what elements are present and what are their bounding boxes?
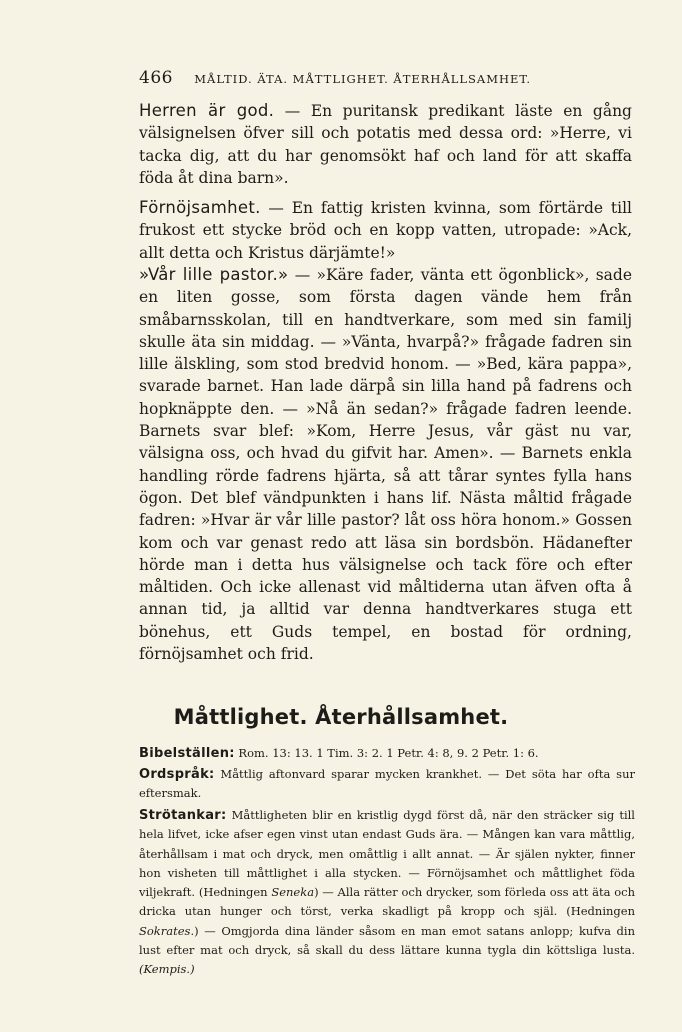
scattered-thoughts — [139, 806, 635, 980]
scattered-text: .) — Omgjorda dina länder såsom en man emot satans anlopp; kufva din lust efter mat och dryck, så skall du dess lättare kunna tygla din köttsliga lusta. — [139, 923, 635, 958]
paragraph-text: — En fattig kristen kvinna, som förtärde till frukost ett stycke bröd och en kopp vatten, utropade: »Ack, allt detta och Kristus därjämte!» — [139, 199, 632, 262]
paragraph-lead: »Vår lille pastor.» — [139, 265, 289, 284]
paragraph-text: — »Käre fader, vänta ett ögonblick», sade en liten gosse, som första dagen vände hem från småbarnsskolan, till en handtverkare, som med sin familj skulle äta sin middag. — »Vänta, hvarpå?» frågade fadren sin lille älskling, som stod bredvid honom. — »Bed, kära pappa», svarade barnet. Han lade därpå sin lilla hand på fadrens och hopknäppte den. — »Nå än sedan?» frågade fadren leende. Barnets svar blef: »Kom, Herre Jesus, vår gäst nu var, välsigna oss, och hvad du gifvit har. Amen». — Barnets enkla handling rörde fadrens hjärta, så att tårar syntes fylla hans ögon. Det blef vändpunkten i hans lif. Nästa måltid frågade fadren: »Hvar är vår lille pastor? låt oss höra honom.» Gossen kom och var genast redo att läsa sin bordsbön. Hädanefter hörde man i detta hus välsignelse och tack före och efter måltiden. Och icke allenast vid måltiderna utan äfven ofta å annan tid, ja alltid var denna handtverkares stuga ett bönehus, ett Guds tempel, en bostad för ordning, förnöjsamhet och frid. — [139, 266, 632, 664]
proverbs-label: Ordspråk: — [139, 767, 215, 782]
running-title: MÅLTID. ÄTA. MÅTTLIGHET. ÅTERHÅLLSAMHET. — [194, 72, 532, 86]
paragraph-text: — En puritansk predikant läste en gång välsignelsen öfver sill och potatis med dessa ord: »Herre, vi tacka dig, att du har genomsökt haf och land för att skaffa föda åt dina barn». — [139, 102, 632, 187]
paragraph-lead: Förnöjsamhet. — [139, 198, 261, 217]
bible-references — [139, 744, 635, 763]
source-seneka: Seneka — [271, 885, 315, 900]
paragraph-lead: Herren är god. — [139, 101, 275, 120]
scattered-text: ) — Alla rätter och drycker, som förleda oss att äta och dricka utan hunger och törst, verka skadligt på kropp och själ. (Hedningen — [139, 885, 635, 919]
paragraph-fornojsamhet — [139, 197, 632, 264]
paragraph-var-lille-pastor — [139, 264, 632, 665]
scattered-label: Strötankar: — [139, 808, 227, 823]
section-title: Måttlighet. Återhållsamhet. — [173, 705, 509, 729]
proverbs-text: Måttlig aftonvard sparar mycken krankhet. — Det söta har ofta sur eftersmak. — [139, 767, 635, 801]
proverbs — [139, 765, 635, 804]
page-number: 466 — [139, 68, 173, 88]
running-header — [139, 68, 639, 88]
paragraph-herren-ar-god — [139, 100, 632, 189]
scattered-text: Måttligheten blir en kristlig dygd först då, när den sträcker sig till hela lifvet, icke afser egen vinst utan endast Guds ära. — Mången kan vara måttlig, återhållsam i mat och dryck, men omåttlig i allt annat. — Är själen nykter, finner hon visheten till måttlighet i alla stycken. — Förnöjsamhet och måttlighet föda viljekraft. (Hedningen — [139, 808, 635, 900]
source-kempis: (Kempis.) — [139, 962, 195, 977]
source-sokrates: Sokrates — [139, 923, 191, 938]
references-label: Bibelställen: — [139, 746, 235, 761]
references-text: Rom. 13: 13. 1 Tim. 3: 2. 1 Petr. 4: 8, 9. 2 Petr. 1: 6. — [234, 746, 539, 760]
